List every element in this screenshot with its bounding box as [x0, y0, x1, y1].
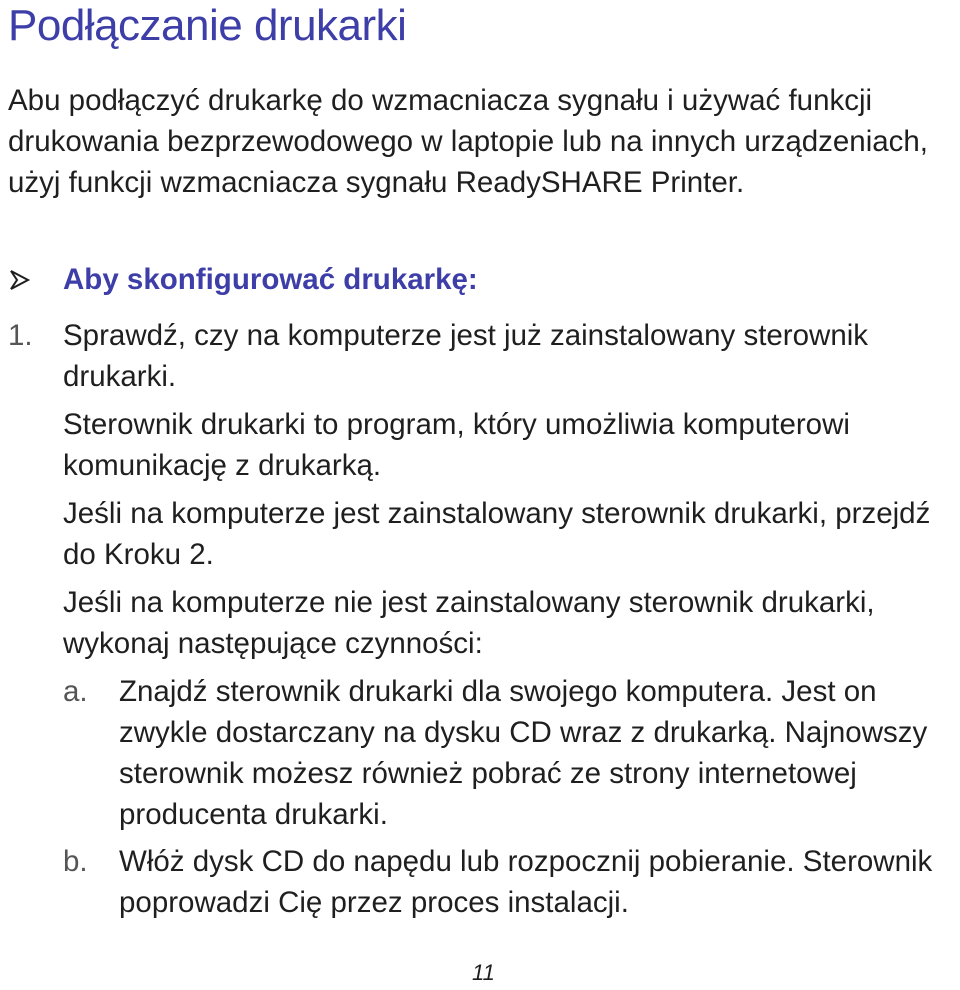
- substep-text: Znajdź sterownik drukarki dla swojego komputera. Jest on zwykle dostarczany na dysku CD wraz z drukarką. Najnowszy sterownik możesz również pobrać ze strony internetowej producenta drukarki.: [119, 675, 928, 831]
- page-title: Podłączanie drukarki: [8, 1, 407, 50]
- step-paragraph: Sterownik drukarki to program, który umożliwia komputerowi komunikację z drukarką.: [63, 408, 850, 482]
- step-paragraph: Jeśli na komputerze jest zainstalowany sterownik drukarki, przejdź do Kroku 2.: [63, 497, 931, 571]
- section-subheading: [8, 260, 478, 300]
- step-body: [63, 315, 958, 923]
- page-number: 11: [472, 960, 495, 985]
- step-number: 1.: [8, 319, 33, 352]
- substep-text: Włóż dysk CD do napędu lub rozpocznij pobieranie. Sterownik poprowadzi Cię przez proces instalacji.: [119, 845, 933, 919]
- intro-paragraph: Abu podłączyć drukarkę do wzmacniacza sygnału i używać funkcji drukowania bezprzewodowego w laptopie lub na innych urządzeniach, użyj funkcji wzmacniacza sygnału ReadySHARE Printer.: [8, 84, 929, 199]
- substep-label: b.: [63, 845, 88, 878]
- substep-b: [63, 841, 958, 923]
- step-1: [8, 315, 958, 929]
- arrowhead-bullet-icon: [8, 260, 63, 300]
- step-paragraph: Jeśli na komputerze nie jest zainstalowany sterownik drukarki, wykonaj następujące czynności:: [63, 586, 875, 660]
- substep-label: a.: [63, 675, 88, 708]
- subheading-text: Aby skonfigurować drukarkę:: [63, 263, 478, 296]
- step-paragraph: Sprawdź, czy na komputerze jest już zainstalowany sterownik drukarki.: [63, 319, 869, 393]
- substep-a: [63, 671, 958, 835]
